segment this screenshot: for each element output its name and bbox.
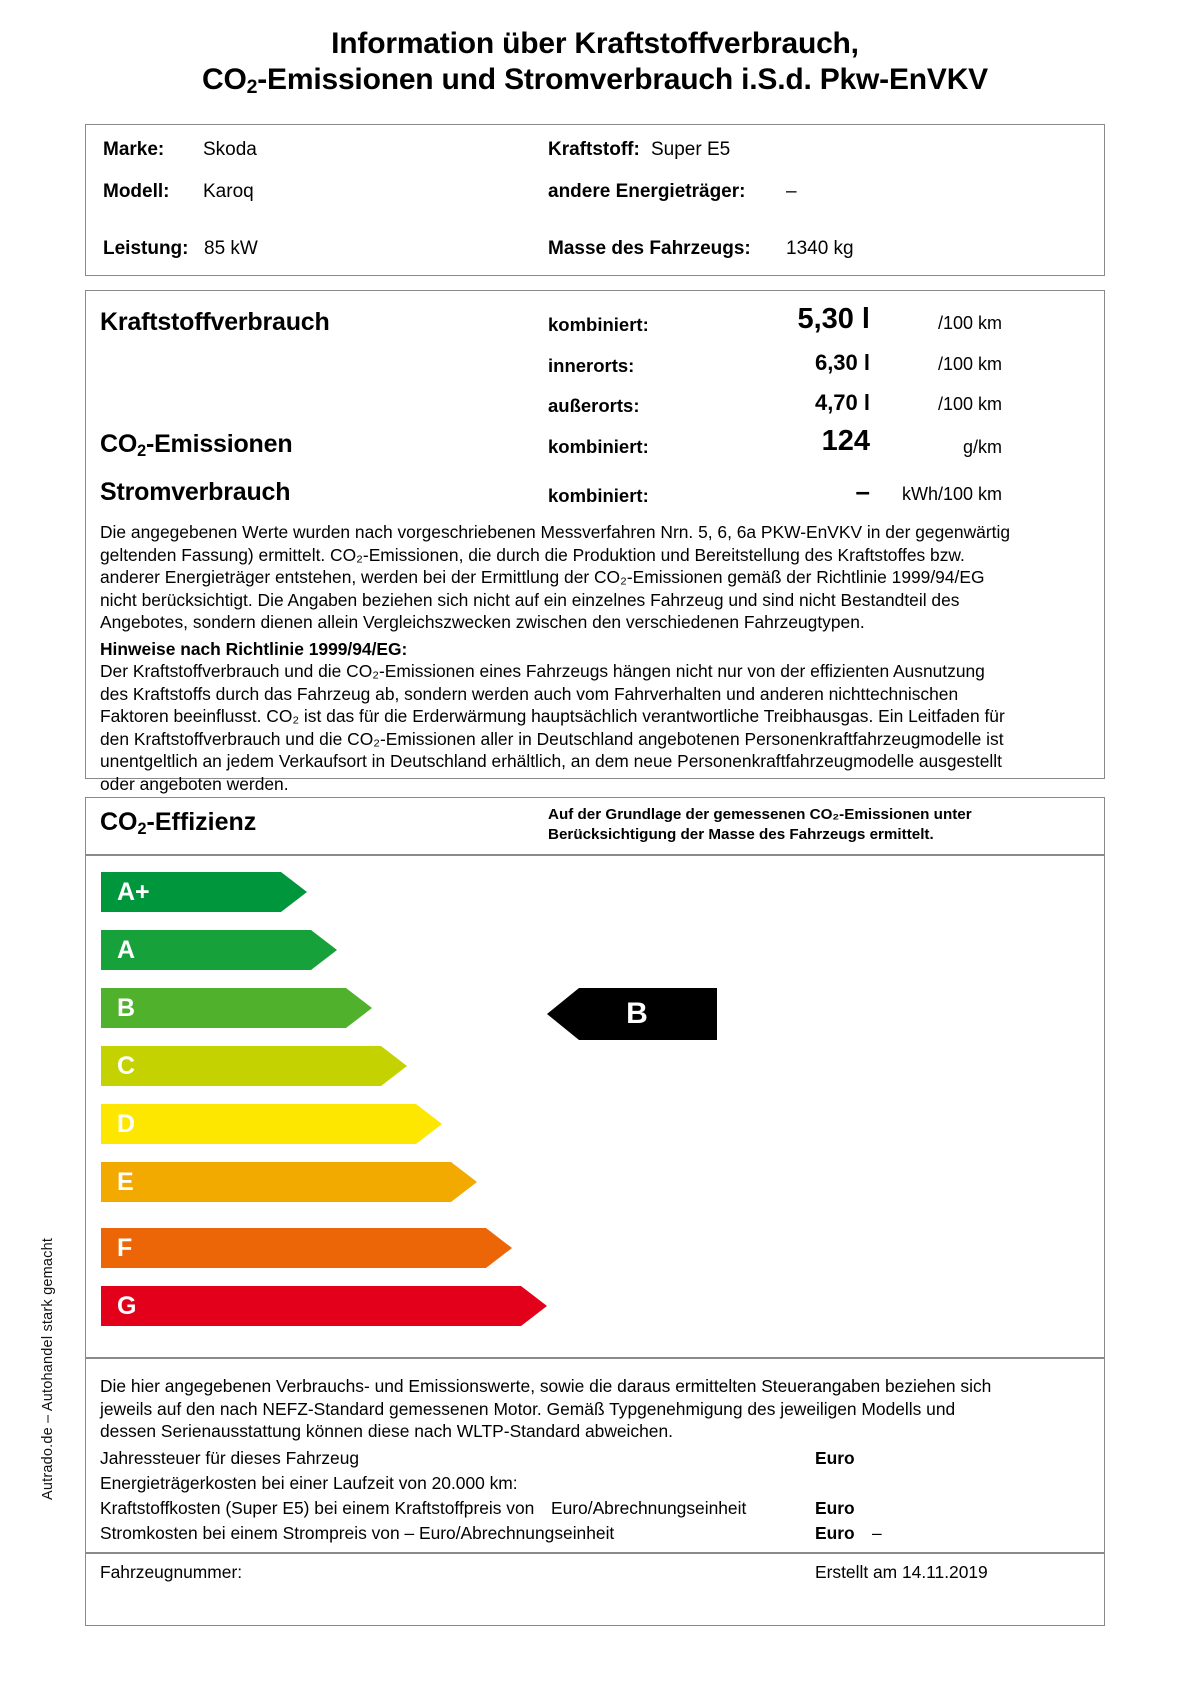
page-title-line1: Information über Kraftstoffverbrauch, <box>331 27 859 60</box>
created-date: Erstellt am 14.11.2019 <box>815 1562 988 1582</box>
kraftstoff-label: Kraftstoff: <box>548 139 640 160</box>
jahressteuer-label: Jahressteuer für dieses Fahrzeug <box>100 1448 360 1468</box>
efficiency-class-b <box>101 988 372 1028</box>
efficiency-basis-note-line2: Berücksichtigung der Masse des Fahrzeugs ermittelt. <box>548 825 934 843</box>
row-unit-2: /100 km <box>937 394 1002 414</box>
leistung-label: Leistung: <box>103 238 189 259</box>
bar-body-7 <box>101 1286 521 1326</box>
bar-tip-4 <box>416 1104 442 1144</box>
co2-emissionen-heading: $CO_2$-Emissionen <box>100 430 293 460</box>
row-value-1: 6,30 l <box>814 350 870 375</box>
bar-body-1 <box>101 930 311 970</box>
bar-tip-6 <box>486 1228 512 1268</box>
marke-value: Skoda <box>203 139 257 160</box>
marker-label: B <box>626 997 648 1030</box>
row-unit-0: /100 km <box>937 313 1002 333</box>
efficiency-class-a <box>101 930 337 970</box>
bar-tip-7 <box>521 1286 547 1326</box>
bar-tip-3 <box>381 1046 407 1086</box>
stromverbrauch-heading: Stromverbrauch <box>100 478 291 506</box>
row-label-0: kombiniert: <box>548 314 649 335</box>
hinweise-heading: Hinweise nach Richtlinie 1999/94/EG: <box>100 639 408 659</box>
bar-tip-1 <box>311 930 337 970</box>
row-label-2: außerorts: <box>548 395 640 416</box>
co2-effizienz-title: $CO_2$-Effizienz <box>100 808 257 838</box>
stromkosten-currency: Euro <box>815 1523 855 1543</box>
bar-tip-2 <box>346 988 372 1028</box>
bar-body-5 <box>101 1162 451 1202</box>
row-unit-1: /100 km <box>937 354 1002 374</box>
bar-label-1: A <box>117 935 136 964</box>
efficiency-class-d <box>101 1104 442 1144</box>
page-title-line2: $CO_2$-Emissionen und Stromverbrauch i.S.d. Pkw-EnVKV <box>201 63 988 99</box>
modell-label: Modell: <box>103 181 170 202</box>
bar-label-7: G <box>117 1291 137 1320</box>
kraftstoffkosten-label: Kraftstoffkosten (Super E5) bei einem Kraftstoffpreis von <box>100 1498 535 1518</box>
bar-label-4: D <box>117 1109 136 1138</box>
kraftstoffkosten-currency: Euro <box>815 1498 855 1518</box>
modell-value: Karoq <box>203 181 254 202</box>
jahressteuer-currency: Euro <box>815 1448 855 1468</box>
row-unit-4: kWh/100 km <box>901 484 1002 504</box>
andere-energietraeger-value: – <box>786 181 797 202</box>
bar-body-6 <box>101 1228 486 1268</box>
masse-label: Masse des Fahrzeugs: <box>548 238 751 259</box>
bar-body-3 <box>101 1046 381 1086</box>
row-value-4: – <box>855 476 870 506</box>
efficiency-class-f <box>101 1228 512 1268</box>
bar-tip-0 <box>281 872 307 912</box>
bar-label-5: E <box>117 1167 134 1196</box>
bar-label-3: C <box>117 1051 136 1080</box>
leistung-value: 85 kW <box>204 238 258 259</box>
bar-body-4 <box>101 1104 416 1144</box>
disclaimer-paragraph-2: Der Kraftstoffverbrauch und die CO₂-Emissionen eines Fahrzeugs hängen nicht nur von der effizienten Ausnutzung des Kraftstoffs durch das Fahrzeug ab, sondern werden auch vom Fahrverhalten und anderen nichttechnischen Faktoren beeinflusst. CO₂ ist das für die Erderwärmung hauptsächlich verantwortliche Treibhausgas. Ein Leitfaden für den Kraftstoffverbrauch und die CO₂-Emissionen aller in Deutschland angebotenen Personenkraftfahrzeugmodelle ist unentgeltlich an jedem Verkaufsort in Deutschland erhältlich, an dem neue Personenkraftfahrzeugmodelle ausgestellt oder angeboten werden. <box>100 661 1005 794</box>
row-label-1: innerorts: <box>548 355 635 376</box>
efficiency-basis-note-line1: Auf der Grundlage der gemessenen CO₂-Emissionen unter <box>548 806 972 823</box>
brand-sidebar-text: Autrado.de – Autohandel stark gemacht <box>40 1237 56 1500</box>
bar-label-0: A+ <box>117 877 150 906</box>
row-label-4: kombiniert: <box>548 485 649 506</box>
efficiency-class-g <box>101 1286 547 1326</box>
bar-tip-5 <box>451 1162 477 1202</box>
efficiency-class-e <box>101 1162 477 1202</box>
stromkosten-label: Stromkosten bei einem Strompreis von – Euro/Abrechnungseinheit <box>100 1523 615 1543</box>
kraftstoffkosten-unit: Euro/Abrechnungseinheit <box>551 1498 747 1518</box>
nefz-note: Die hier angegebenen Verbrauchs- und Emissionswerte, sowie die daraus ermittelten Steuerangaben beziehen sich jeweils auf den nach NEFZ-Standard gemessenen Motor. Gemäß Typgenehmigung des jeweiligen Modells und dessen Serienausstattung können diese nach WLTP-Standard abweichen. <box>100 1376 992 1442</box>
page-title <box>85 26 1105 101</box>
bar-body-2 <box>101 988 346 1028</box>
bar-label-6: F <box>117 1233 133 1262</box>
efficiency-class-c <box>101 1046 407 1086</box>
bar-label-2: B <box>117 993 136 1022</box>
efficiency-class-a-plus <box>101 872 307 912</box>
stromkosten-value: – <box>872 1523 882 1543</box>
row-value-2: 4,70 l <box>814 390 870 415</box>
marker-body <box>579 988 717 1040</box>
row-value-3: 124 <box>821 425 870 457</box>
disclaimer-paragraph-1: Die angegebenen Werte wurden nach vorgeschriebenen Messverfahren Nrn. 5, 6, 6a PKW-EnVKV in der gegenwärtig geltenden Fassung) ermittelt. CO₂-Emissionen, die durch die Produktion und Bereitstellung des Kraftstoffes bzw. anderer Energieträger entstehen, werden bei der Ermittlung der CO₂-Emissionen gemäß der Richtlinie 1999/94/EG nicht berücksichtigt. Die Angaben beziehen sich nicht auf ein einzelnes Fahrzeug und sind nicht Bestandteil des Angebotes, sondern dienen allein Vergleichszwecken zwischen den verschiedenen Fahrzeugtypen. <box>100 522 1010 633</box>
bar-body-0 <box>101 872 281 912</box>
masse-value: 1340 kg <box>786 238 854 259</box>
kraftstoff-value: Super E5 <box>651 139 731 160</box>
energietraegerkosten-label: Energieträgerkosten bei einer Laufzeit von 20.000 km: <box>100 1473 518 1493</box>
efficiency-class-marker <box>547 988 717 1040</box>
kraftstoffverbrauch-heading: Kraftstoffverbrauch <box>100 308 330 336</box>
efficiency-basis-note <box>548 805 1018 844</box>
row-unit-3: g/km <box>962 437 1002 457</box>
row-label-3: kombiniert: <box>548 436 649 457</box>
andere-energietraeger-label: andere Energieträger: <box>548 181 746 202</box>
brand-sidebar <box>0 970 56 1500</box>
marker-arrow-icon <box>547 988 579 1040</box>
row-value-0: 5,30 l <box>797 303 870 335</box>
marke-label: Marke: <box>103 139 165 160</box>
fahrzeugnummer-label: Fahrzeugnummer: <box>100 1562 243 1582</box>
footer-divider <box>86 1552 1104 1554</box>
